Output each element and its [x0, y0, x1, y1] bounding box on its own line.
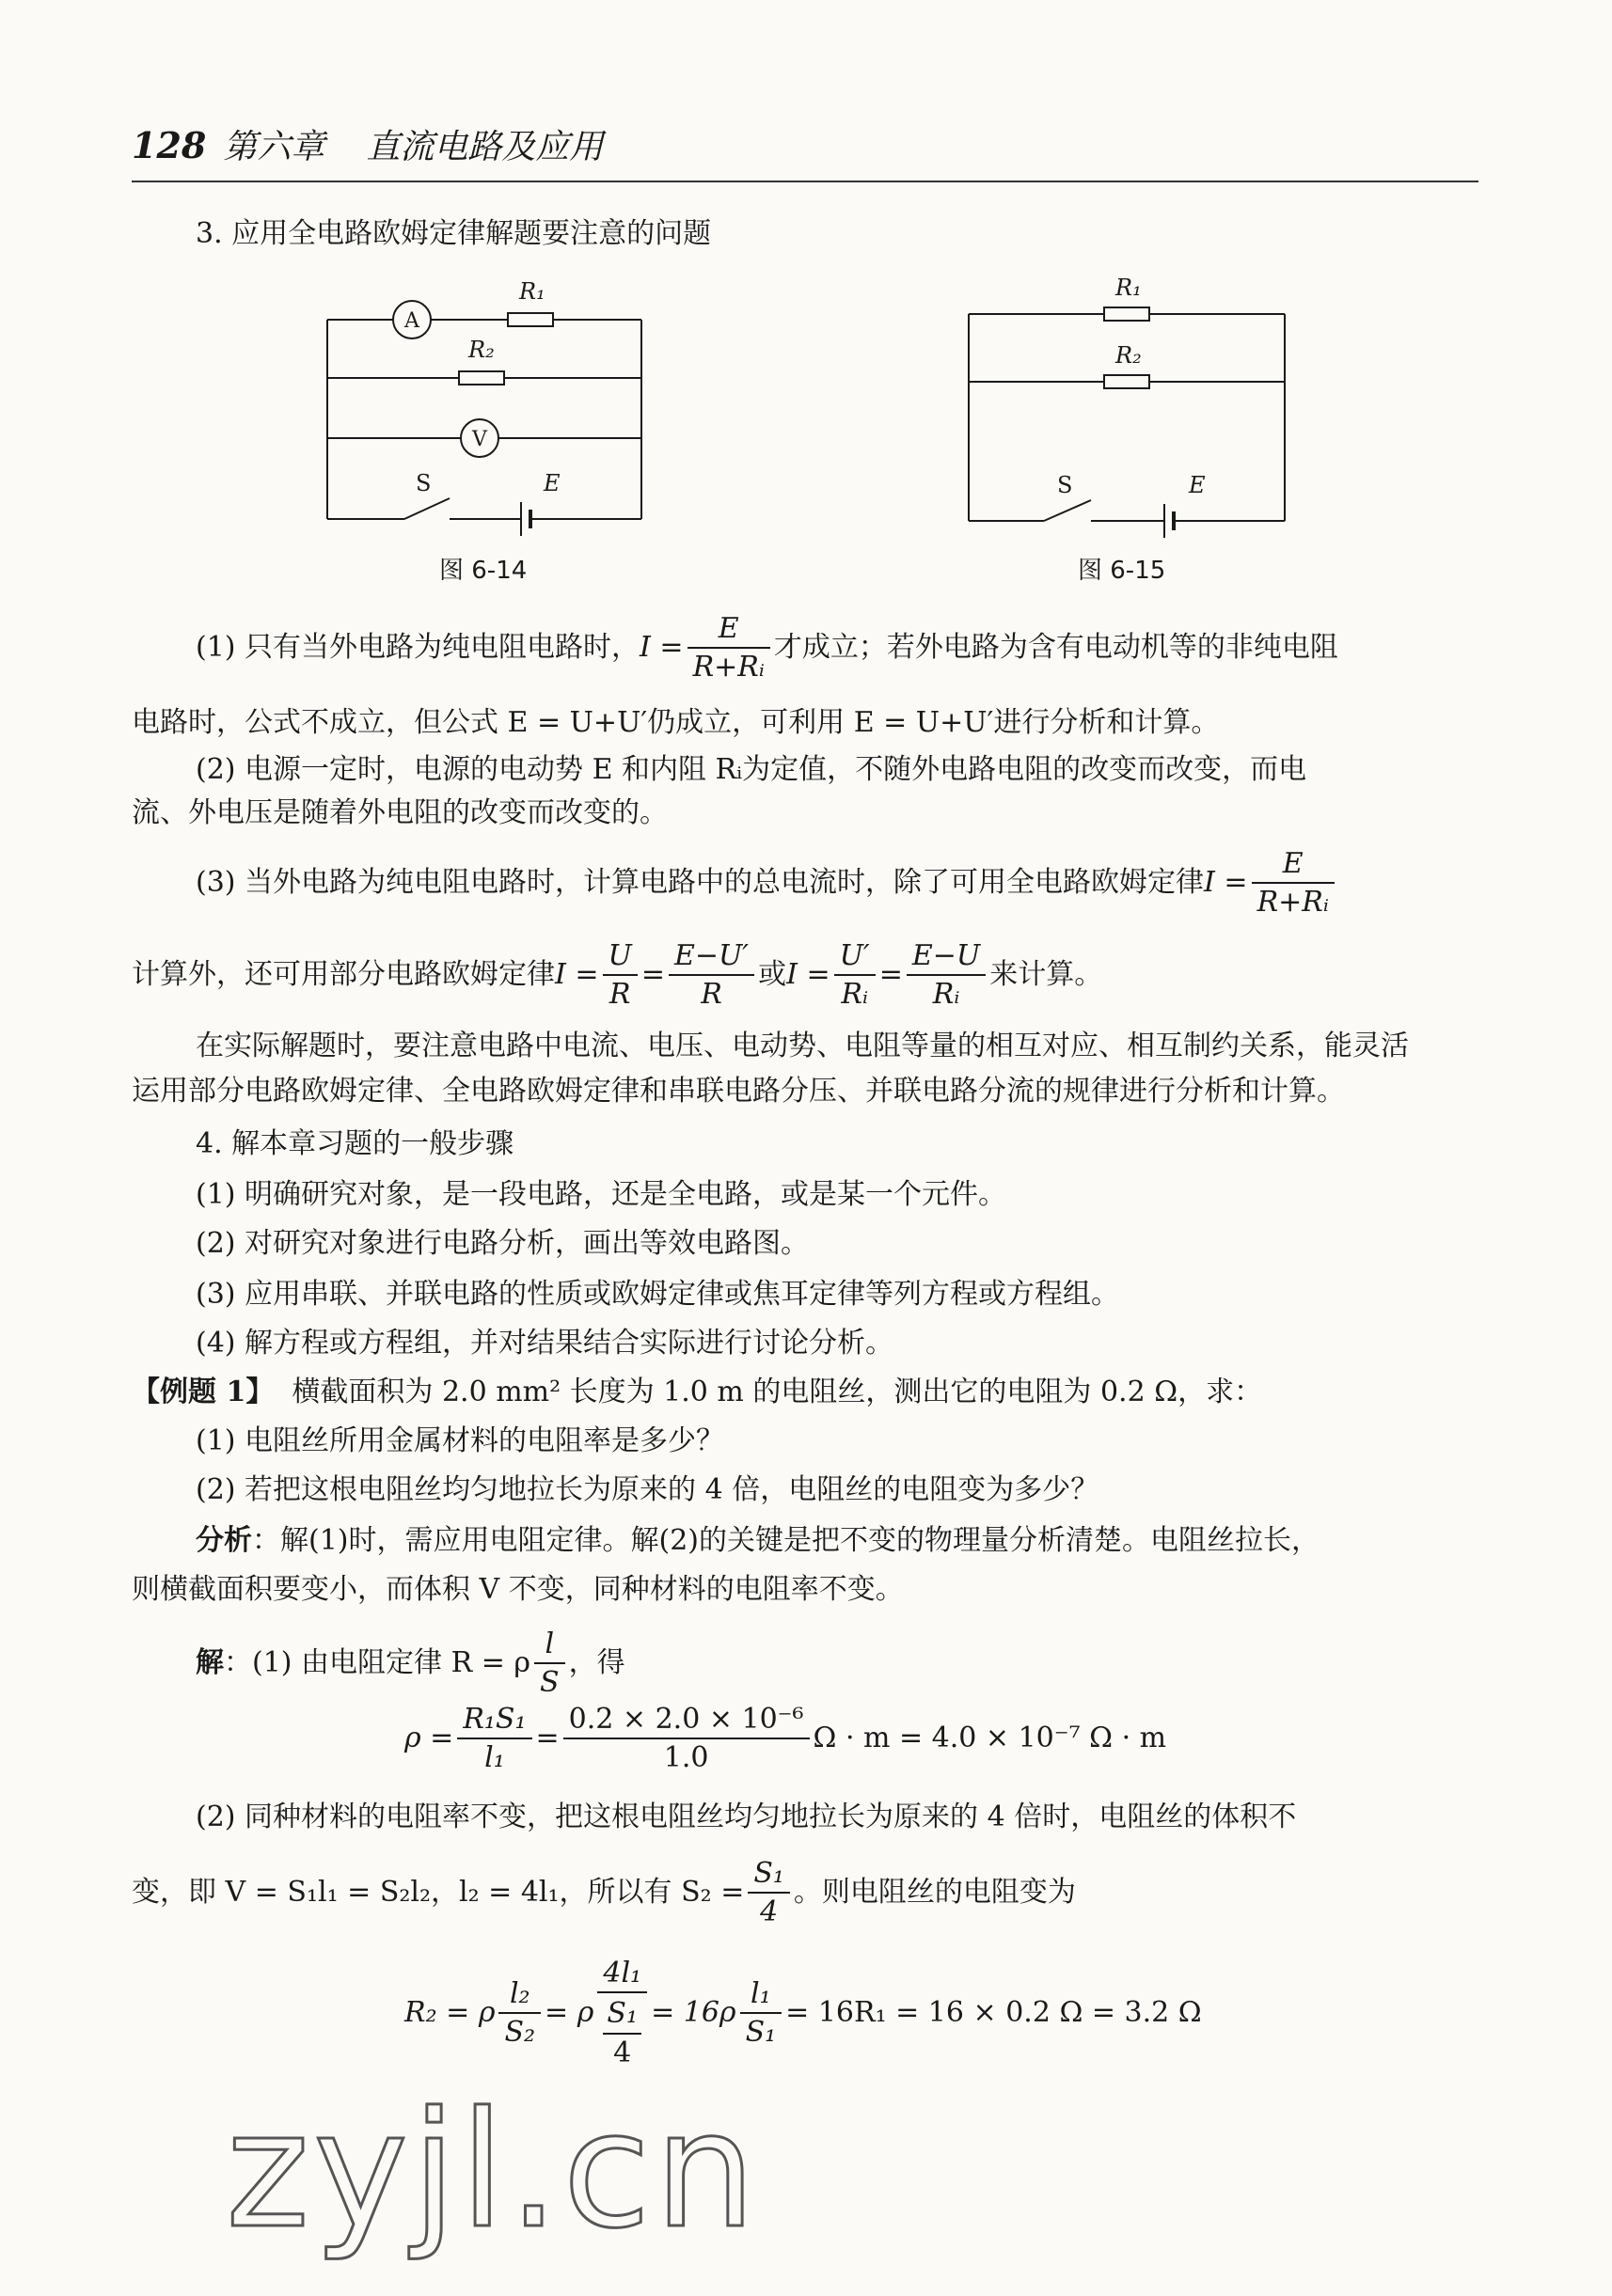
resistance-law-fraction [534, 1627, 565, 1702]
example-label: 【例题 1】 [132, 1376, 275, 1408]
new-resistance-equation [404, 1956, 1202, 2072]
figure-6-14-caption: 图 6-14 [439, 557, 528, 585]
point-3-current-symbol: I = [1204, 866, 1248, 899]
switch-label: S [1057, 472, 1073, 498]
example-question-2: (2) 若把这根电阻丝均匀地拉长为原来的 4 倍，电阻丝的电阻变为多少？ [196, 1473, 1099, 1506]
point-1-formula-fraction [687, 611, 770, 686]
example-statement: 横截面积为 2.0 mm² 长度为 1.0 m 的电阻丝，测出它的电阻为 0.2 Ω，求： [292, 1376, 1263, 1408]
fraction-denominator: S₂ [504, 2016, 536, 2049]
resistor-r2-symbol [459, 371, 504, 385]
rho-fraction-1 [457, 1702, 531, 1777]
formula-fraction-1 [603, 938, 638, 1014]
fraction-denominator: Rᵢ [841, 978, 868, 1011]
solution-line-1 [196, 1627, 625, 1702]
r2-fraction-3 [740, 1976, 782, 2052]
point-1-line-1 [196, 611, 1338, 686]
emf-label: E [1189, 472, 1206, 498]
r1-label: R₁ [519, 278, 545, 305]
example-1-statement-line [132, 1371, 1262, 1414]
resistor-r1-symbol [508, 313, 553, 326]
point-1-line-2: 电路时，公式不成立，但公式 E = U+U′仍成立，可利用 E = U+U′进行分析和计算。 [132, 706, 1220, 739]
fraction-denominator: R [608, 978, 631, 1011]
fraction-numerator: E [1252, 846, 1335, 884]
fraction-numerator: 0.2 × 2.0 × 10⁻⁶ [563, 1702, 810, 1739]
point-3-line-1 [196, 846, 1338, 921]
point-1-current-symbol: I = [640, 631, 684, 664]
point-3-text-a: (3) 当外电路为纯电阻电路时，计算电路中的总电流时，除了可用全电路欧姆定律 [196, 866, 1205, 899]
r2-mid-2: = 16ρ [651, 1996, 736, 2029]
solution-2-line-2 [132, 1856, 1076, 1931]
fraction-numerator: U [603, 938, 638, 976]
point-2-line-2: 流、外电压是随着外电阻的改变而改变的。 [132, 796, 668, 829]
figure-6-15 [950, 273, 1307, 545]
step-3: (3) 应用串联、并联电路的性质或欧姆定律或焦耳定律等列方程或方程组。 [196, 1278, 1120, 1311]
rho-equals: = [535, 1722, 560, 1754]
fraction-compound-denominator [597, 1993, 647, 2072]
fraction-numerator: E−U′ [669, 938, 754, 976]
r2-lhs: R₂ = ρ [404, 1996, 496, 2029]
figure-6-15-caption: 图 6-15 [1078, 557, 1166, 585]
formula-fraction-3 [834, 938, 876, 1014]
r2-fraction-1 [498, 1976, 541, 2052]
analysis-line-2: 则横截面积要变小，而体积 V 不变，同种材料的电阻率不变。 [132, 1573, 904, 1606]
inner-denominator: 4 [613, 2037, 632, 2069]
fraction-numerator: S₁ [748, 1856, 790, 1894]
ammeter-label: A [404, 309, 419, 333]
formula-current-2: I = [786, 958, 830, 991]
voltmeter-label: V [472, 428, 487, 451]
point-2-line-1: (2) 电源一定时，电源的电动势 E 和内阻 Rᵢ为定值，不随外电路电阻的改变而改变，而电 [196, 753, 1307, 786]
chapter-title: 直流电路及应用 [366, 128, 604, 166]
fraction-denominator: S₁ [745, 2016, 777, 2049]
resistor-r1-symbol [1104, 307, 1149, 321]
analysis-label: 分析 [196, 1524, 252, 1557]
fraction-numerator: l₁ [740, 1976, 782, 2014]
switch-symbol [1044, 500, 1091, 521]
formula-current-1: I = [555, 958, 599, 991]
fraction-denominator: l₁ [484, 1741, 505, 1774]
figure-6-14 [310, 273, 668, 545]
example-question-1: (1) 电阻丝所用金属材料的电阻率是多少？ [196, 1424, 725, 1457]
practice-line-2: 运用部分电路欧姆定律、全电路欧姆定律和串联电路分压、并联电路分流的规律进行分析和计算。 [132, 1075, 1345, 1108]
fraction-denominator: 4 [760, 1895, 779, 1928]
solution-2-line-1: (2) 同种材料的电阻率不变，把这根电阻丝均匀地拉长为原来的 4 倍时，电阻丝的体积不 [196, 1801, 1297, 1833]
switch-symbol [404, 498, 450, 519]
resistor-r2-symbol [1104, 375, 1149, 388]
r2-label: R₂ [468, 337, 495, 363]
r2-mid: = ρ [545, 1996, 594, 2029]
solution-2-text-b: 变，即 V = S₁l₁ = S₂l₂，l₂ = 4l₁，所以有 S₂ = [132, 1876, 745, 1909]
formula-or: 或 [758, 958, 787, 991]
fraction-denominator: R+Rᵢ [692, 651, 765, 684]
fraction-denominator: R [701, 978, 722, 1011]
area-fraction [748, 1856, 790, 1931]
fraction-numerator: E [687, 611, 770, 649]
analysis-text-a: ：解(1)时，需应用电阻定律。解(2)的关键是把不变的物理量分析清楚。电阻丝拉长， [252, 1524, 1320, 1557]
watermark: zyjl.cn [226, 2078, 760, 2264]
r1-label: R₁ [1115, 275, 1142, 301]
formula-fraction-2 [669, 938, 754, 1014]
chapter-label: 第六章 [223, 128, 325, 166]
section-3-title: 3. 应用全电路欧姆定律解题要注意的问题 [196, 217, 712, 250]
inner-numerator: S₁ [603, 1995, 641, 2035]
solution-text-b: ，得 [568, 1646, 625, 1679]
step-1: (1) 明确研究对象，是一段电路，还是全电路，或是某一个元件。 [196, 1178, 1007, 1211]
r2-label: R₂ [1115, 342, 1142, 369]
fraction-numerator: U′ [834, 938, 876, 976]
r2-result: = 16R₁ = 16 × 0.2 Ω = 3.2 Ω [785, 1996, 1202, 2029]
formula-equals: = [640, 958, 665, 991]
running-header [132, 120, 603, 168]
fraction-denominator: 1.0 [663, 1741, 709, 1774]
fraction-denominator: Rᵢ [932, 978, 960, 1011]
r2-fraction-2 [597, 1956, 647, 2072]
resistivity-equation [404, 1702, 1166, 1777]
formula-fraction-4 [907, 938, 986, 1014]
solution-text-a: ：(1) 由电阻定律 R = ρ [224, 1646, 531, 1679]
header-rule [132, 181, 1478, 182]
rho-fraction-2 [563, 1702, 810, 1777]
point-1-text-b: 才成立；若外电路为含有电动机等的非纯电阻 [773, 631, 1338, 664]
solution-label: 解 [196, 1646, 224, 1679]
fraction-numerator: l₂ [498, 1976, 541, 2014]
point-3-formula-fraction [1252, 846, 1335, 921]
formula-equals: = [878, 958, 903, 991]
fraction-numerator: l [534, 1627, 565, 1664]
page-number: 128 [132, 124, 207, 166]
formula-end-text: 来计算。 [989, 958, 1103, 991]
rho-lhs: ρ = [404, 1722, 454, 1754]
point-1-text-a: (1) 只有当外电路为纯电阻电路时， [196, 631, 640, 664]
step-4: (4) 解方程或方程组，并对结果结合实际进行讨论分析。 [196, 1327, 894, 1360]
solution-2-text-c: 。则电阻丝的电阻变为 [793, 1876, 1076, 1909]
practice-line-1: 在实际解题时，要注意电路中电流、电压、电动势、电阻等量的相互对应、相互制约关系，能灵活 [196, 1030, 1409, 1062]
fraction-numerator: 4l₁ [597, 1956, 647, 1993]
rho-result: Ω · m = 4.0 × 10⁻⁷ Ω · m [813, 1722, 1167, 1754]
step-2: (2) 对研究对象进行电路分析，画出等效电路图。 [196, 1227, 810, 1260]
section-4-title: 4. 解本章习题的一般步骤 [196, 1127, 514, 1160]
emf-label: E [544, 470, 561, 496]
fraction-denominator: R+Rᵢ [1256, 886, 1329, 919]
point-3-line-2 [132, 938, 1102, 1014]
fraction-numerator: E−U [907, 938, 986, 976]
fraction-denominator: S [540, 1666, 560, 1699]
point-3-text-b: 计算外，还可用部分电路欧姆定律 [132, 958, 555, 991]
analysis-line-1 [196, 1519, 1320, 1563]
fraction-numerator: R₁S₁ [457, 1702, 531, 1739]
switch-label: S [416, 470, 432, 496]
